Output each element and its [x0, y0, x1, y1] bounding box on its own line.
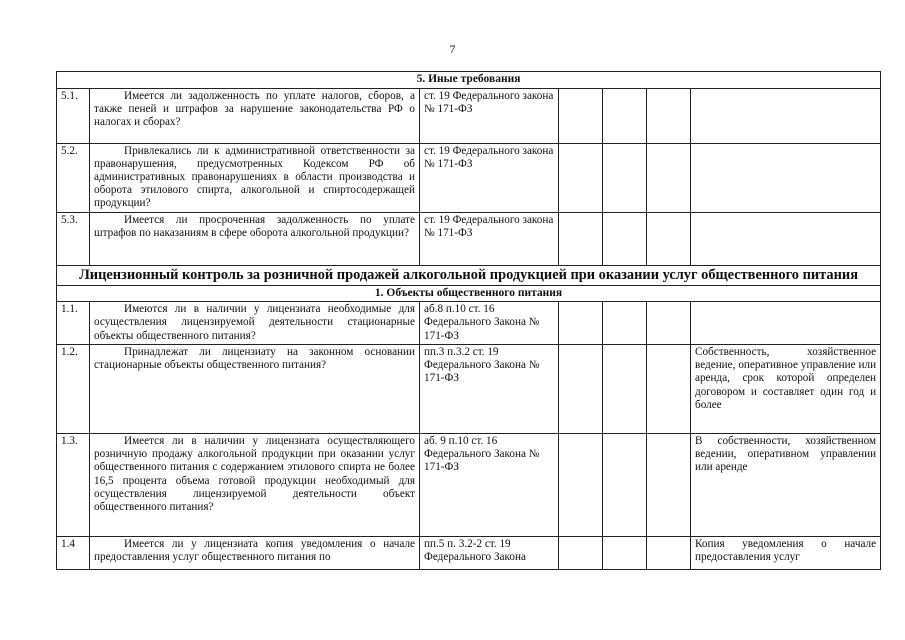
answer-no-cell[interactable] [603, 88, 647, 143]
row-number: 1.3. [57, 433, 90, 536]
row-number: 5.1. [57, 88, 90, 143]
question-text: Имеется ли у лицензиата копия уведомления о начале предоставления услуг общественного питания по [94, 537, 415, 564]
checklist-table [56, 71, 881, 570]
question-text: Привлекались ли к административной ответственности за правонарушения, предусмотренных Кодексом РФ об административных правонарушениях в области производства и оборота этилового спирта, алкогольной и спиртосодержащей продукции? [94, 144, 415, 210]
question-text: Имеется ли задолженность по уплате налогов, сборов, а также пеней и штрафов за нарушение законодательства РФ о налогах и сборах? [94, 89, 415, 128]
question-text: Имеется ли в наличии у лицензиата осуществляющего розничную продажу алкогольной продукции при оказании услуг общественного питания с содержанием этилового спирта не более 16,5 процента объема готовой продукции необходимый для осуществления лицензируемой деятельности объект общественного питания? [94, 434, 415, 513]
answer-no-cell[interactable] [603, 302, 647, 345]
page-number: 7 [449, 42, 456, 56]
law-reference: аб.8 п.10 ст. 16 Федерального Закона № 171-ФЗ [420, 302, 559, 345]
table-row [57, 433, 881, 536]
table-row [57, 88, 881, 143]
question-text: Имеются ли в наличии у лицензиата необходимые для осуществления лицензируемой деятельности стационарные объекты общественного питания? [94, 303, 415, 342]
question-cell [90, 143, 420, 212]
answer-no-cell[interactable] [603, 143, 647, 212]
row-number: 5.2. [57, 143, 90, 212]
answer-na-cell[interactable] [647, 433, 691, 536]
note-cell: Копия уведомления о начале предоставления услуг [691, 536, 881, 569]
question-cell [90, 302, 420, 345]
answer-na-cell[interactable] [647, 143, 691, 212]
law-reference: пп.3 п.3.2 ст. 19 Федерального Закона № 171-ФЗ [420, 344, 559, 433]
answer-yes-cell[interactable] [559, 536, 603, 569]
answer-na-cell[interactable] [647, 344, 691, 433]
answer-yes-cell[interactable] [559, 212, 603, 265]
table-row [57, 344, 881, 433]
row-number: 1.2. [57, 344, 90, 433]
table-row [57, 536, 881, 569]
law-reference: ст. 19 Федерального закона № 171-ФЗ [420, 88, 559, 143]
question-text: Имеется ли просроченная задолженность по уплате штрафов по наказаниям в сфере оборота алкогольной продукции? [94, 213, 415, 239]
question-cell [90, 212, 420, 265]
note-cell: В собственности, хозяйственном ведении, оперативном управлении или аренде [691, 433, 881, 536]
note-cell [691, 212, 881, 265]
row-number: 5.3. [57, 212, 90, 265]
law-reference: пп.5 п. 3.2-2 ст. 19 Федерального Закона [420, 536, 559, 569]
answer-na-cell[interactable] [647, 536, 691, 569]
answer-no-cell[interactable] [603, 212, 647, 265]
question-cell [90, 536, 420, 569]
note-cell [691, 88, 881, 143]
answer-na-cell[interactable] [647, 88, 691, 143]
law-reference: ст. 19 Федерального закона № 171-ФЗ [420, 143, 559, 212]
answer-yes-cell[interactable] [559, 88, 603, 143]
answer-na-cell[interactable] [647, 212, 691, 265]
note-cell [691, 143, 881, 212]
table-row [57, 212, 881, 265]
section1-title: 1. Объекты общественного питания [57, 285, 881, 302]
answer-yes-cell[interactable] [559, 143, 603, 212]
note-cell [691, 302, 881, 345]
answer-no-cell[interactable] [603, 344, 647, 433]
section5-title: 5. Иные требования [57, 72, 881, 89]
main-title-row [57, 265, 881, 285]
answer-yes-cell[interactable] [559, 344, 603, 433]
answer-no-cell[interactable] [603, 536, 647, 569]
row-number: 1.4 [57, 536, 90, 569]
table-row [57, 302, 881, 345]
question-text: Принадлежат ли лицензиату на законном основании стационарные объекты общественного питания? [94, 345, 415, 372]
note-cell: Собственность, хозяйственное ведение, оперативное управление или аренда, срок которой определен договором и составляет один год и более [691, 344, 881, 433]
section1-header-row [57, 285, 881, 302]
main-title: Лицензионный контроль за розничной продажей алкогольной продукцией при оказании услуг общественного питания [57, 265, 881, 285]
row-number: 1.1. [57, 302, 90, 345]
table-row [57, 143, 881, 212]
answer-yes-cell[interactable] [559, 433, 603, 536]
section5-header-row [57, 72, 881, 89]
answer-no-cell[interactable] [603, 433, 647, 536]
question-cell [90, 88, 420, 143]
answer-yes-cell[interactable] [559, 302, 603, 345]
question-cell [90, 344, 420, 433]
answer-na-cell[interactable] [647, 302, 691, 345]
law-reference: ст. 19 Федерального закона № 171-ФЗ [420, 212, 559, 265]
question-cell [90, 433, 420, 536]
law-reference: аб. 9 п.10 ст. 16 Федерального Закона № 171-ФЗ [420, 433, 559, 536]
